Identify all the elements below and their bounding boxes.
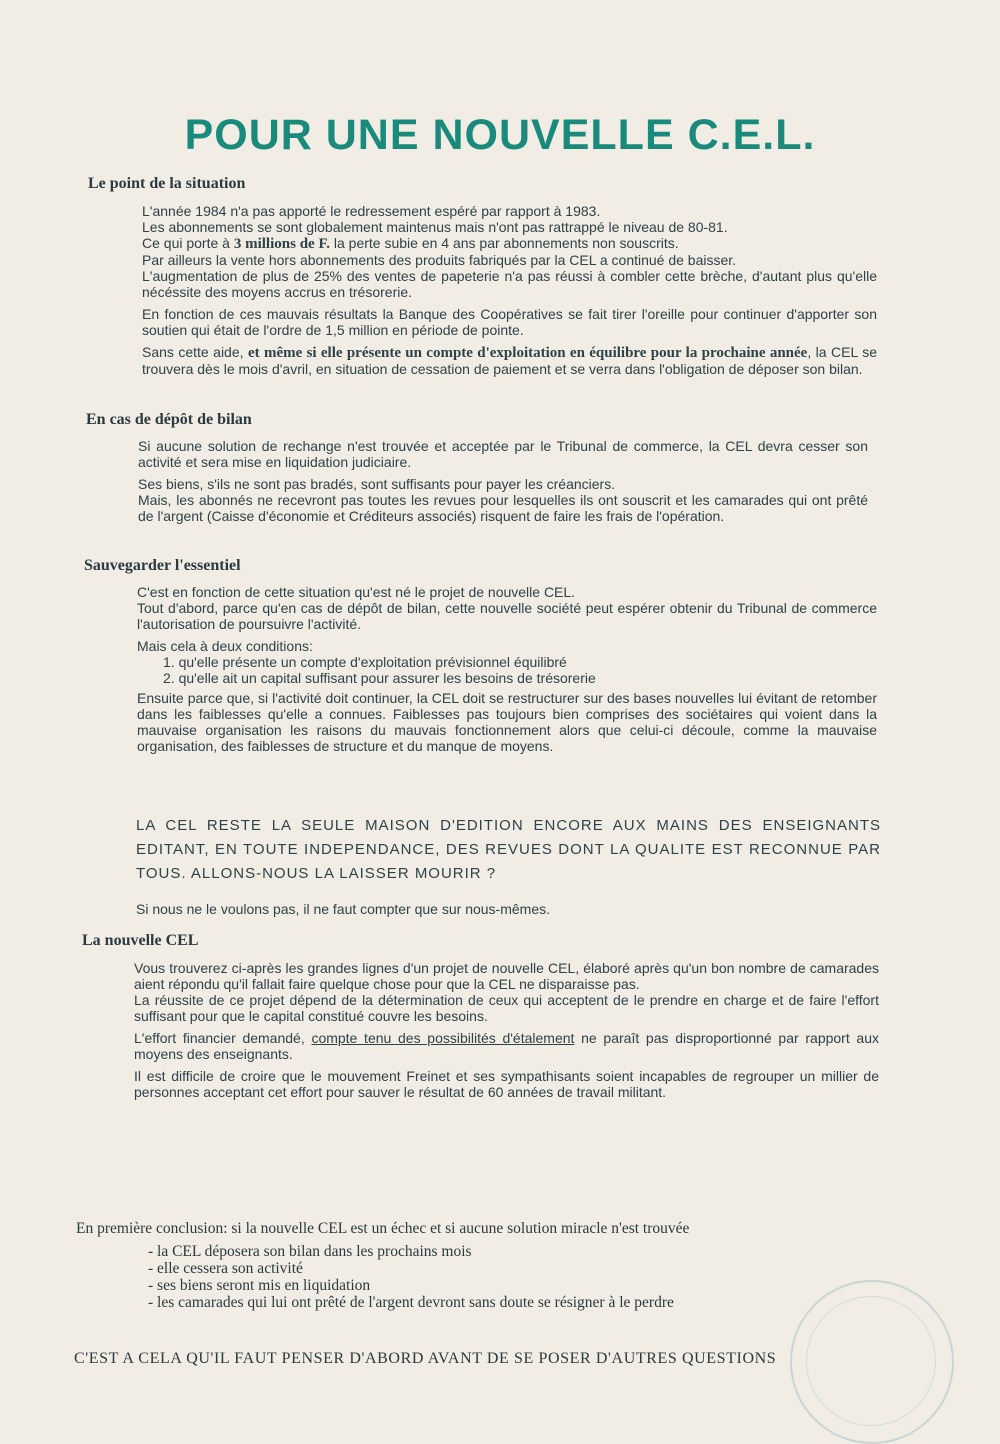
page-title: POUR UNE NOUVELLE C.E.L.	[184, 110, 816, 159]
paragraph: C'est en fonction de cette situation qu'est né le projet de nouvelle CEL.	[137, 584, 576, 600]
paragraph: Mais cela à deux conditions:	[137, 638, 313, 654]
paragraph: L'augmentation de plus de 25% des ventes de papeterie n'a pas réussi à combler cette brèche, d'autant plus qu'elle nécéssite des moyens accrus en trésorerie.	[142, 268, 877, 300]
conditions-list	[137, 654, 877, 686]
list-item: 2. qu'elle ait un capital suffisant pour assurer les besoins de trésorerie	[163, 670, 596, 686]
paragraph: Si aucune solution de rechange n'est trouvée et acceptée par le Tribunal de commerce, la CEL devra cesser son activité et sera mise en liquidation judiciaire.	[138, 438, 868, 470]
faded-stamp	[790, 1280, 954, 1444]
paragraph: L'année 1984 n'a pas apporté le redressement espéré par rapport à 1983.	[142, 203, 601, 219]
paragraph: Il est difficile de croire que le mouvement Freinet et ses sympathisants soient incapables de regrouper un millier de personnes acceptant cet effort pour sauver le résultat de 60 années de travail militant.	[134, 1068, 879, 1100]
paragraph: Ensuite parce que, si l'activité doit continuer, la CEL doit se restructurer sur des bases nouvelles lui évitant de retomber dans les faiblesses qu'elle a connues. Faiblesses pas toujours bien comprises des sociétaires qui voient dans la mauvaise organisation les raisons du mauvais fonctionnement alors que celui-ci découle, comme la mauvaise organisation, des faiblesses de structure et du manque de moyens.	[137, 690, 877, 754]
section-heading-situation: Le point de la situation	[88, 175, 246, 192]
paragraph: Sans cette aide, et même si elle présente un compte d'exploitation en équilibre pour la prochaine année, la CEL se trouvera dès le mois d'avril, en situation de cessation de paiement et se verra dans l'obligation de déposer son bilan.	[142, 344, 877, 377]
underlined-phrase: compte tenu des possibilités d'étalement	[311, 1030, 575, 1046]
paragraph: L'effort financier demandé, compte tenu des possibilités d'étalement ne paraît pas disproportionné par rapport aux moyens des enseignants.	[134, 1030, 880, 1062]
section-body-situation	[142, 203, 877, 377]
section-body-essentiel	[137, 584, 877, 754]
paragraph: Ce qui porte à 3 millions de F. la perte subie en 4 ans par abonnements non souscrits.	[142, 235, 679, 252]
list-item: - la CEL déposera son bilan dans les prochains mois	[148, 1243, 472, 1260]
section-body-depot	[138, 438, 868, 524]
list-item: - les camarades qui lui ont prêté de l'argent devront sans doute se résigner à le perdre	[148, 1294, 674, 1311]
conclusion-list	[76, 1243, 856, 1311]
section-heading-nouvelle: La nouvelle CEL	[82, 932, 199, 949]
conclusion-intro: En première conclusion: si la nouvelle CEL est un échec et si aucune solution miracle n'est trouvée	[76, 1220, 690, 1237]
paragraph: Si nous ne le voulons pas, il ne faut compter que sur nous-mêmes.	[136, 901, 550, 917]
paragraph: Par ailleurs la vente hors abonnements des produits fabriqués par la CEL a continué de baisser.	[142, 252, 737, 268]
paragraph: La réussite de ce projet dépend de la détermination de ceux qui acceptent de le prendre en charge et de faire l'effort suffisant pour que le capital constitué couvre les besoins.	[134, 992, 879, 1024]
list-item: - elle cessera son activité	[148, 1260, 303, 1277]
paragraph: Ses biens, s'ils ne sont pas bradés, sont suffisants pour payer les créanciers.	[138, 476, 616, 492]
paragraph: Les abonnements se sont globalement maintenus mais n'ont pas rattrappé le niveau de 80-81.	[142, 219, 728, 235]
highlight-statement: LA CEL RESTE LA SEULE MAISON D'EDITION ENCORE AUX MAINS DES ENSEIGNANTS EDITANT, EN TOUTE INDEPENDANCE, DES REVUES DONT LA QUALITE EST RECONNUE PAR TOUS. ALLONS-NOUS LA LAISSER MOURIR ?	[136, 817, 881, 882]
list-item: - ses biens seront mis en liquidation	[148, 1277, 371, 1294]
conclusion	[76, 1220, 856, 1311]
section-body-nouvelle	[134, 960, 879, 1100]
paragraph: Mais, les abonnés ne recevront pas toutes les revues pour lesquelles ils ont souscrit et les camarades qui ont prêté de l'argent (Caisse d'économie et Créditeurs associés) risquent de faire les frais de l'opération.	[138, 492, 868, 524]
paragraph: Vous trouverez ci-après les grandes lignes d'un projet de nouvelle CEL, élaboré après qu'un bon nombre de camarades aient répondu qu'il fallait faire quelque chose pour que la CEL ne disparaisse pas.	[134, 960, 879, 992]
section-heading-depot: En cas de dépôt de bilan	[86, 411, 252, 428]
paragraph: Tout d'abord, parce qu'en cas de dépôt de bilan, cette nouvelle société peut espérer obtenir du Tribunal de commerce l'autorisation de poursuivre l'activité.	[137, 600, 877, 632]
list-item: 1. qu'elle présente un compte d'exploitation prévisionnel équilibré	[163, 654, 567, 670]
final-statement: C'EST A CELA QU'IL FAUT PENSER D'ABORD AVANT DE SE POSER D'AUTRES QUESTIONS	[74, 1350, 777, 1367]
section-heading-essentiel: Sauvegarder l'essentiel	[84, 557, 241, 574]
paragraph: En fonction de ces mauvais résultats la Banque des Coopératives se fait tirer l'oreille pour continuer d'apporter son soutien qui était de l'ordre de 1,5 million en période de pointe.	[142, 306, 877, 338]
